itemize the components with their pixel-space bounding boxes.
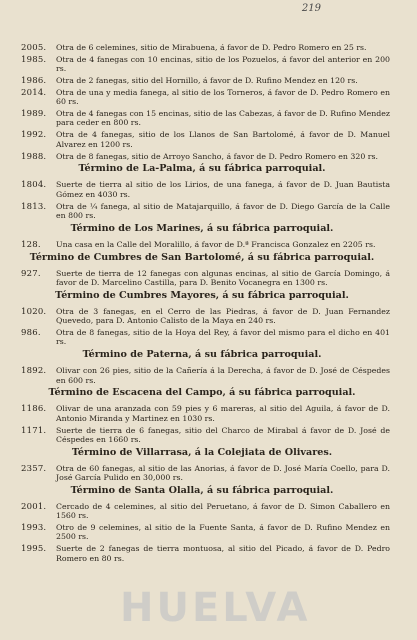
lot-entry <box>14 88 390 107</box>
section-heading: Término de Paterna, á su fábrica parroquial. <box>82 349 322 361</box>
lot-description: Suerte de tierra al sitio de los Lirios, de una fanega, á favor de D. Juan Bautista Gómez en 4030 rs. <box>56 180 390 199</box>
section-heading: Término de Los Marines, á su fábrica parroquial. <box>70 222 334 234</box>
lot-number: 927. <box>21 268 41 279</box>
lot-number: 1989. <box>21 109 47 120</box>
lot-number: 1992. <box>21 130 47 141</box>
lot-description: Otra de 60 fanegas, al sitio de las Anorias, á favor de D. José María Coello, para D. José García Pulido en 30,000 rs. <box>56 463 390 483</box>
lot-entry <box>14 523 390 542</box>
lot-entry <box>14 307 390 326</box>
lot-entry <box>14 180 390 199</box>
lot-description: Otra de 8 fanegas, sitio de la Hoya del Rey, á favor del mismo para el dicho en 401 rs. <box>56 328 390 347</box>
lot-entry <box>14 544 390 563</box>
lot-entry <box>14 366 390 385</box>
lot-number: 1985. <box>21 54 47 65</box>
lot-entry <box>14 130 390 149</box>
lot-number: 986. <box>21 328 41 339</box>
lot-entry <box>14 404 390 423</box>
lot-description: Otra de 4 fanegas con 15 encinas, sitio de las Cabezas, á favor de D. Rufino Mendez para ceder en 800 rs. <box>56 109 390 128</box>
section-heading: Término de Santa Olalla, á su fábrica parroquial. <box>70 485 334 496</box>
lot-number: 2005. <box>21 43 47 53</box>
lot-description: Otra de una y media fanega, al sitio de los Torneros, á favor de D. Pedro Romero en 60 rs. <box>56 87 390 107</box>
page-content <box>14 43 390 566</box>
lot-entry <box>14 240 390 249</box>
lot-entry <box>14 76 390 85</box>
section-heading: Término de La-Palma, á su fábrica parroquial. <box>78 163 326 175</box>
lot-description: Otra de 8 fanegas, sitio de Arroyo Sancho, á favor de D. Pedro Romero en 320 rs. <box>56 151 378 161</box>
section-heading: Término de Cumbres Mayores, á su fábrica parroquial. <box>55 289 349 301</box>
lot-entry <box>14 502 390 521</box>
lot-description: Otra de ¼ fanega, al sitio de Matajarquillo, á favor de D. Diego García de la Calle en 800 rs. <box>56 201 390 220</box>
lot-entry <box>14 464 390 483</box>
lot-number: 2357. <box>21 463 47 474</box>
lot-number: 128. <box>21 239 41 250</box>
section-heading: Término de Escacena del Campo, á su fábrica parroquial. <box>48 387 356 399</box>
lot-entry <box>14 109 390 128</box>
lot-description: Olivar de una aranzada con 59 pies y 6 mareras, al sitio del Aguila, á favor de D. Antonio Miranda y Martinez en 1030 rs. <box>56 404 390 423</box>
section-heading: Término de Cumbres de San Bartolomé, á su fábrica parroquial. <box>29 251 375 263</box>
lot-number: 2014. <box>21 87 47 98</box>
page-folio-number: 219 <box>301 3 321 14</box>
lot-description: Una casa en la Calle del Moralillo, á favor de D.ª Francisca Gonzalez en 2205 rs. <box>56 239 376 249</box>
section-heading: Término de Villarrasa, á la Colejiata de Olivares. <box>71 446 333 458</box>
lot-number: 2001. <box>21 502 47 512</box>
lot-entry <box>14 426 390 445</box>
lot-description: Otra de 2 fanegas, sitio del Hornillo, á favor de D. Rufino Mendez en 120 rs. <box>56 76 358 86</box>
archive-watermark: HUELVA <box>120 585 311 631</box>
lot-entry <box>14 152 390 161</box>
lot-number: 1171. <box>21 425 47 436</box>
lot-description: Olivar con 26 pies, sitio de la Cañería á la Derecha, á favor de D. José de Céspedes en 600 rs. <box>56 366 390 385</box>
lot-entry <box>14 202 390 221</box>
lot-number: 1813. <box>21 201 47 212</box>
lot-entry <box>14 43 390 52</box>
lot-description: Suerte de tierra de 6 fanegas, sitio del Charco de Mirabal á favor de D. José de Céspedes en 1660 rs. <box>56 425 390 444</box>
lot-description: Suerte de tierra de 12 fanegas con algunas encinas, al sitio de García Domingo, á favor de D. Marcelino Castilla, para D. Benito Vocanegra en 1300 rs. <box>56 268 390 287</box>
lot-entry <box>14 269 390 288</box>
lot-number: 1988. <box>21 151 47 162</box>
lot-number: 1186. <box>21 404 47 415</box>
lot-description: Otra de 6 celemines, sitio de Mirabuena, á favor de D. Pedro Romero en 25 rs. <box>56 43 367 52</box>
lot-number: 1892. <box>21 366 47 377</box>
lot-entry <box>14 328 390 347</box>
lot-description: Otra de 4 fanegas con 10 encinas, sitio de los Pozuelos, á favor del anterior en 200 rs. <box>56 54 390 74</box>
lot-entry <box>14 55 390 74</box>
lot-description: Otra de 4 fanegas, sitio de los Llanos de San Bartolomé, á favor de D. Manuel Alvarez en 1200 rs. <box>56 130 390 149</box>
lot-number: 1804. <box>21 180 47 191</box>
lot-description: Otra de 3 fanegas, en el Cerro de las Piedras, á favor de D. Juan Fernandez Quevedo, para D. Antonio Calisto de la Maya en 240 rs. <box>56 306 390 326</box>
lot-description: Suerte de 2 fanegas de tierra montuosa, al sitio del Picado, á favor de D. Pedro Romero en 80 rs. <box>56 544 390 563</box>
lot-description: Cercado de 4 celemines, al sitio del Peruetano, á favor de D. Simon Caballero en 1560 rs. <box>56 502 390 521</box>
lot-number: 1986. <box>21 76 47 87</box>
lot-description: Otro de 9 celemines, al sitio de la Fuente Santa, á favor de D. Rufino Mendez en 2500 rs. <box>56 523 390 542</box>
lot-number: 1995. <box>21 544 47 555</box>
lot-number: 1020. <box>21 306 47 317</box>
lot-number: 1993. <box>21 523 47 534</box>
